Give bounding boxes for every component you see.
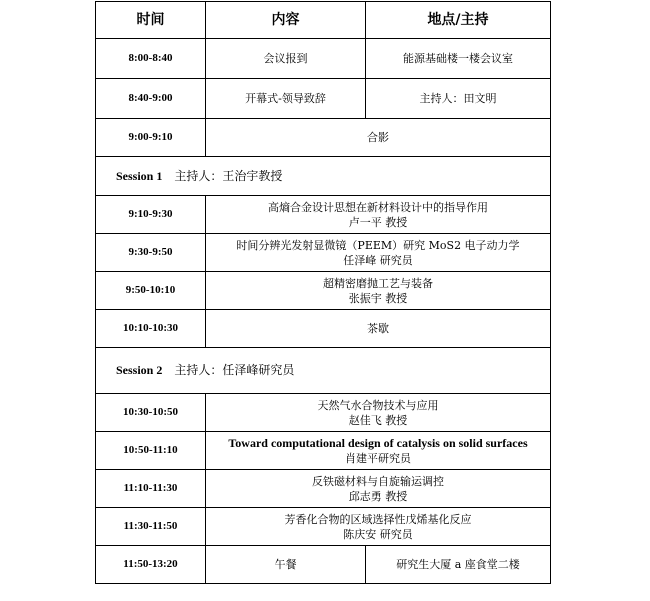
talk-title: Toward computational design of catalysis on solid surfaces — [228, 435, 528, 450]
time-cell: 11:30-11:50 — [96, 508, 206, 546]
table-row — [96, 272, 551, 310]
time-cell: 9:00-9:10 — [96, 119, 206, 157]
talk-title: 反铁磁材料与自旋输运调控 — [312, 474, 444, 488]
session-label: Session 2 — [116, 363, 163, 377]
session-2-header — [96, 348, 551, 394]
content-cell: 合影 — [206, 119, 551, 157]
talk-speaker: 卢一平 教授 — [348, 215, 408, 229]
time-cell: 11:50-13:20 — [96, 546, 206, 584]
session-row — [96, 348, 551, 394]
talk-title: 高熵合金设计思想在新材料设计中的指导作用 — [268, 200, 488, 214]
talk-title: 时间分辨光发射显微镜（PEEM）研究 MoS2 电子动力学 — [236, 238, 520, 252]
time-cell: 8:00-8:40 — [96, 39, 206, 79]
table-row — [96, 470, 551, 508]
table-row — [96, 119, 551, 157]
talk-cell — [206, 508, 551, 546]
time-cell: 9:10-9:30 — [96, 196, 206, 234]
talk-cell — [206, 234, 551, 272]
table-row — [96, 234, 551, 272]
session-row — [96, 157, 551, 196]
location-cell: 能源基础楼一楼会议室 — [366, 39, 551, 79]
table-row — [96, 79, 551, 119]
time-cell: 11:10-11:30 — [96, 470, 206, 508]
talk-title: 芳香化合物的区域选择性戊烯基化反应 — [284, 512, 472, 526]
session-host: 主持人：任泽峰研究员 — [174, 363, 295, 377]
table-row — [96, 196, 551, 234]
talk-speaker: 张振宇 教授 — [348, 291, 408, 305]
table-row — [96, 546, 551, 584]
header-row — [96, 2, 551, 39]
talk-speaker: 陈庆安 研究员 — [343, 527, 413, 541]
header-location: 地点/主持 — [366, 2, 551, 39]
talk-title: 天然气水合物技术与应用 — [317, 398, 439, 412]
talk-cell — [206, 394, 551, 432]
location-cell: 主持人：田文明 — [366, 79, 551, 119]
session-1-header — [96, 157, 551, 196]
table-row — [96, 394, 551, 432]
time-cell: 9:30-9:50 — [96, 234, 206, 272]
talk-speaker: 任泽峰 研究员 — [343, 253, 413, 267]
session-host: 主持人：王治宇教授 — [174, 168, 283, 183]
table-row — [96, 310, 551, 348]
location-cell: 研究生大厦 a 座食堂二楼 — [366, 546, 551, 584]
time-cell: 9:50-10:10 — [96, 272, 206, 310]
content-cell: 开幕式-领导致辞 — [206, 79, 366, 119]
talk-title: 超精密磨抛工艺与装备 — [323, 276, 433, 290]
header-content: 内容 — [206, 2, 366, 39]
talk-speaker: 肖建平研究员 — [345, 451, 411, 465]
time-cell: 8:40-9:00 — [96, 79, 206, 119]
table-row — [96, 39, 551, 79]
schedule-table — [95, 1, 551, 584]
talk-cell — [206, 432, 551, 470]
time-cell: 10:10-10:30 — [96, 310, 206, 348]
content-cell: 会议报到 — [206, 39, 366, 79]
talk-cell — [206, 470, 551, 508]
talk-speaker: 赵佳飞 教授 — [348, 413, 408, 427]
table-row — [96, 508, 551, 546]
time-cell: 10:30-10:50 — [96, 394, 206, 432]
content-cell: 茶歇 — [206, 310, 551, 348]
talk-cell — [206, 196, 551, 234]
session-label: Session 1 — [116, 168, 163, 183]
talk-cell — [206, 272, 551, 310]
table-row — [96, 432, 551, 470]
content-cell: 午餐 — [206, 546, 366, 584]
header-time: 时间 — [96, 2, 206, 39]
talk-speaker: 邱志勇 教授 — [348, 489, 408, 503]
time-cell: 10:50-11:10 — [96, 432, 206, 470]
